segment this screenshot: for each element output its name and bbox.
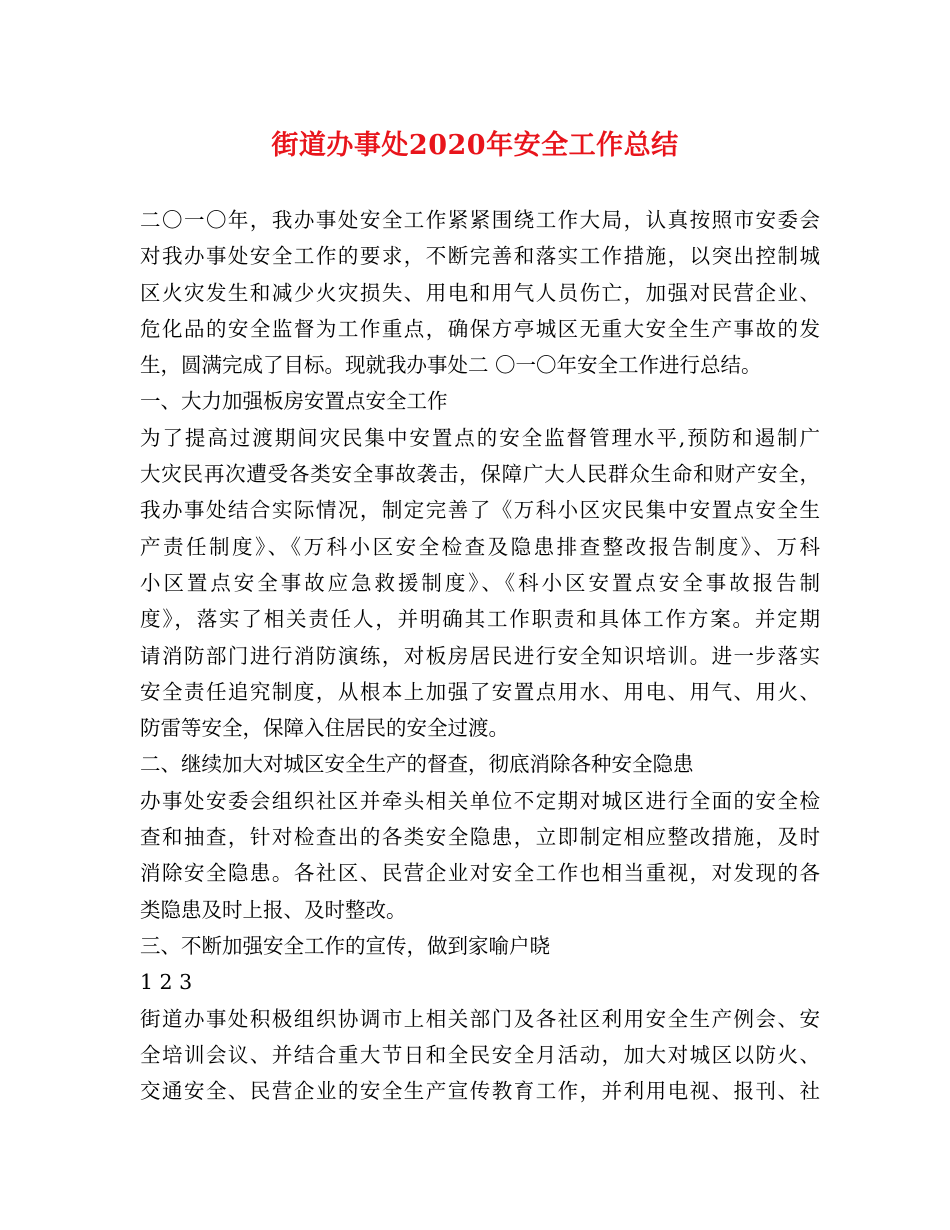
text-line: 二〇一〇年，我办事处安全工作紧紧围绕工作大局，认真按照市安委会 [140,208,820,232]
text-line: 区火灾发生和减少火灾损失、用电和用气人员伤亡，加强对民营企业、 [140,280,820,305]
text-line: 生，圆满完成了目标。现就我办事处二 〇一〇年安全工作进行总结。 [140,353,762,378]
text-line: 对我办事处安全工作的要求，不断完善和落实工作措施，以突出控制城 [140,244,820,269]
text-line: 办事处安委会组织社区并牵头相关单位不定期对城区进行全面的安全检 [140,788,820,813]
text-line: 防雷等安全，保障入住居民的安全过渡。 [140,716,509,741]
text-line: 危化品的安全监督为工作重点，确保方亭城区无重大安全生产事故的发 [140,316,820,341]
text-line: 二、继续加大对城区安全生产的督查，彻底消除各种安全隐患 [140,752,694,777]
text-line: 度》，落实了相关责任人，并明确其工作职责和具体工作方案。并定期 [140,607,820,632]
text-line: 我办事处结合实际情况，制定完善了《万科小区灾民集中安置点安全生 [140,498,820,523]
text-line: 大灾民再次遭受各类安全事故袭击，保障广大人民群众生命和财产安全， [140,462,820,487]
text-line: 一、大力加强板房安置点安全工作 [140,389,448,414]
text-line: 街道办事处积极组织协调市上相关部门及各社区利用安全生产例会、安 [140,1006,820,1031]
text-line: 交通安全、民营企业的安全生产宣传教育工作，并利用电视、报刊、社 [140,1079,820,1104]
text-line: 请消防部门进行消防演练，对板房居民进行安全知识培训。进一步落实 [140,643,820,668]
text-line: 产责任制度》、《万科小区安全检查及隐患排查整改报告制度》、万科 [140,534,820,559]
document-body [140,202,820,1109]
text-line: 安全责任追究制度，从根本上加强了安置点用水、用电、用气、用火、 [140,679,820,704]
text-line: 小区置点安全事故应急救援制度》、《科小区安置点安全事故报告制 [140,570,820,595]
text-line: 三、不断加强安全工作的宣传，做到家喻户晓 [140,933,550,958]
text-line: 为了提高过渡期间灾民集中安置点的安全监督管理水平,预防和遏制广 [140,425,820,450]
text-line: 查和抽查，针对检查出的各类安全隐患，立即制定相应整改措施，及时 [140,825,820,850]
text-line: 1 2 3 [140,970,193,995]
text-line: 全培训会议、并结合重大节日和全民安全月活动，加大对城区以防火、 [140,1042,820,1067]
text-line: 消除安全隐患。各社区、民营企业对安全工作也相当重视，对发现的各 [140,861,820,886]
text-line: 类隐患及时上报、及时整改。 [140,897,407,922]
document-title: 街道办事处2020年安全工作总结 [271,130,679,161]
